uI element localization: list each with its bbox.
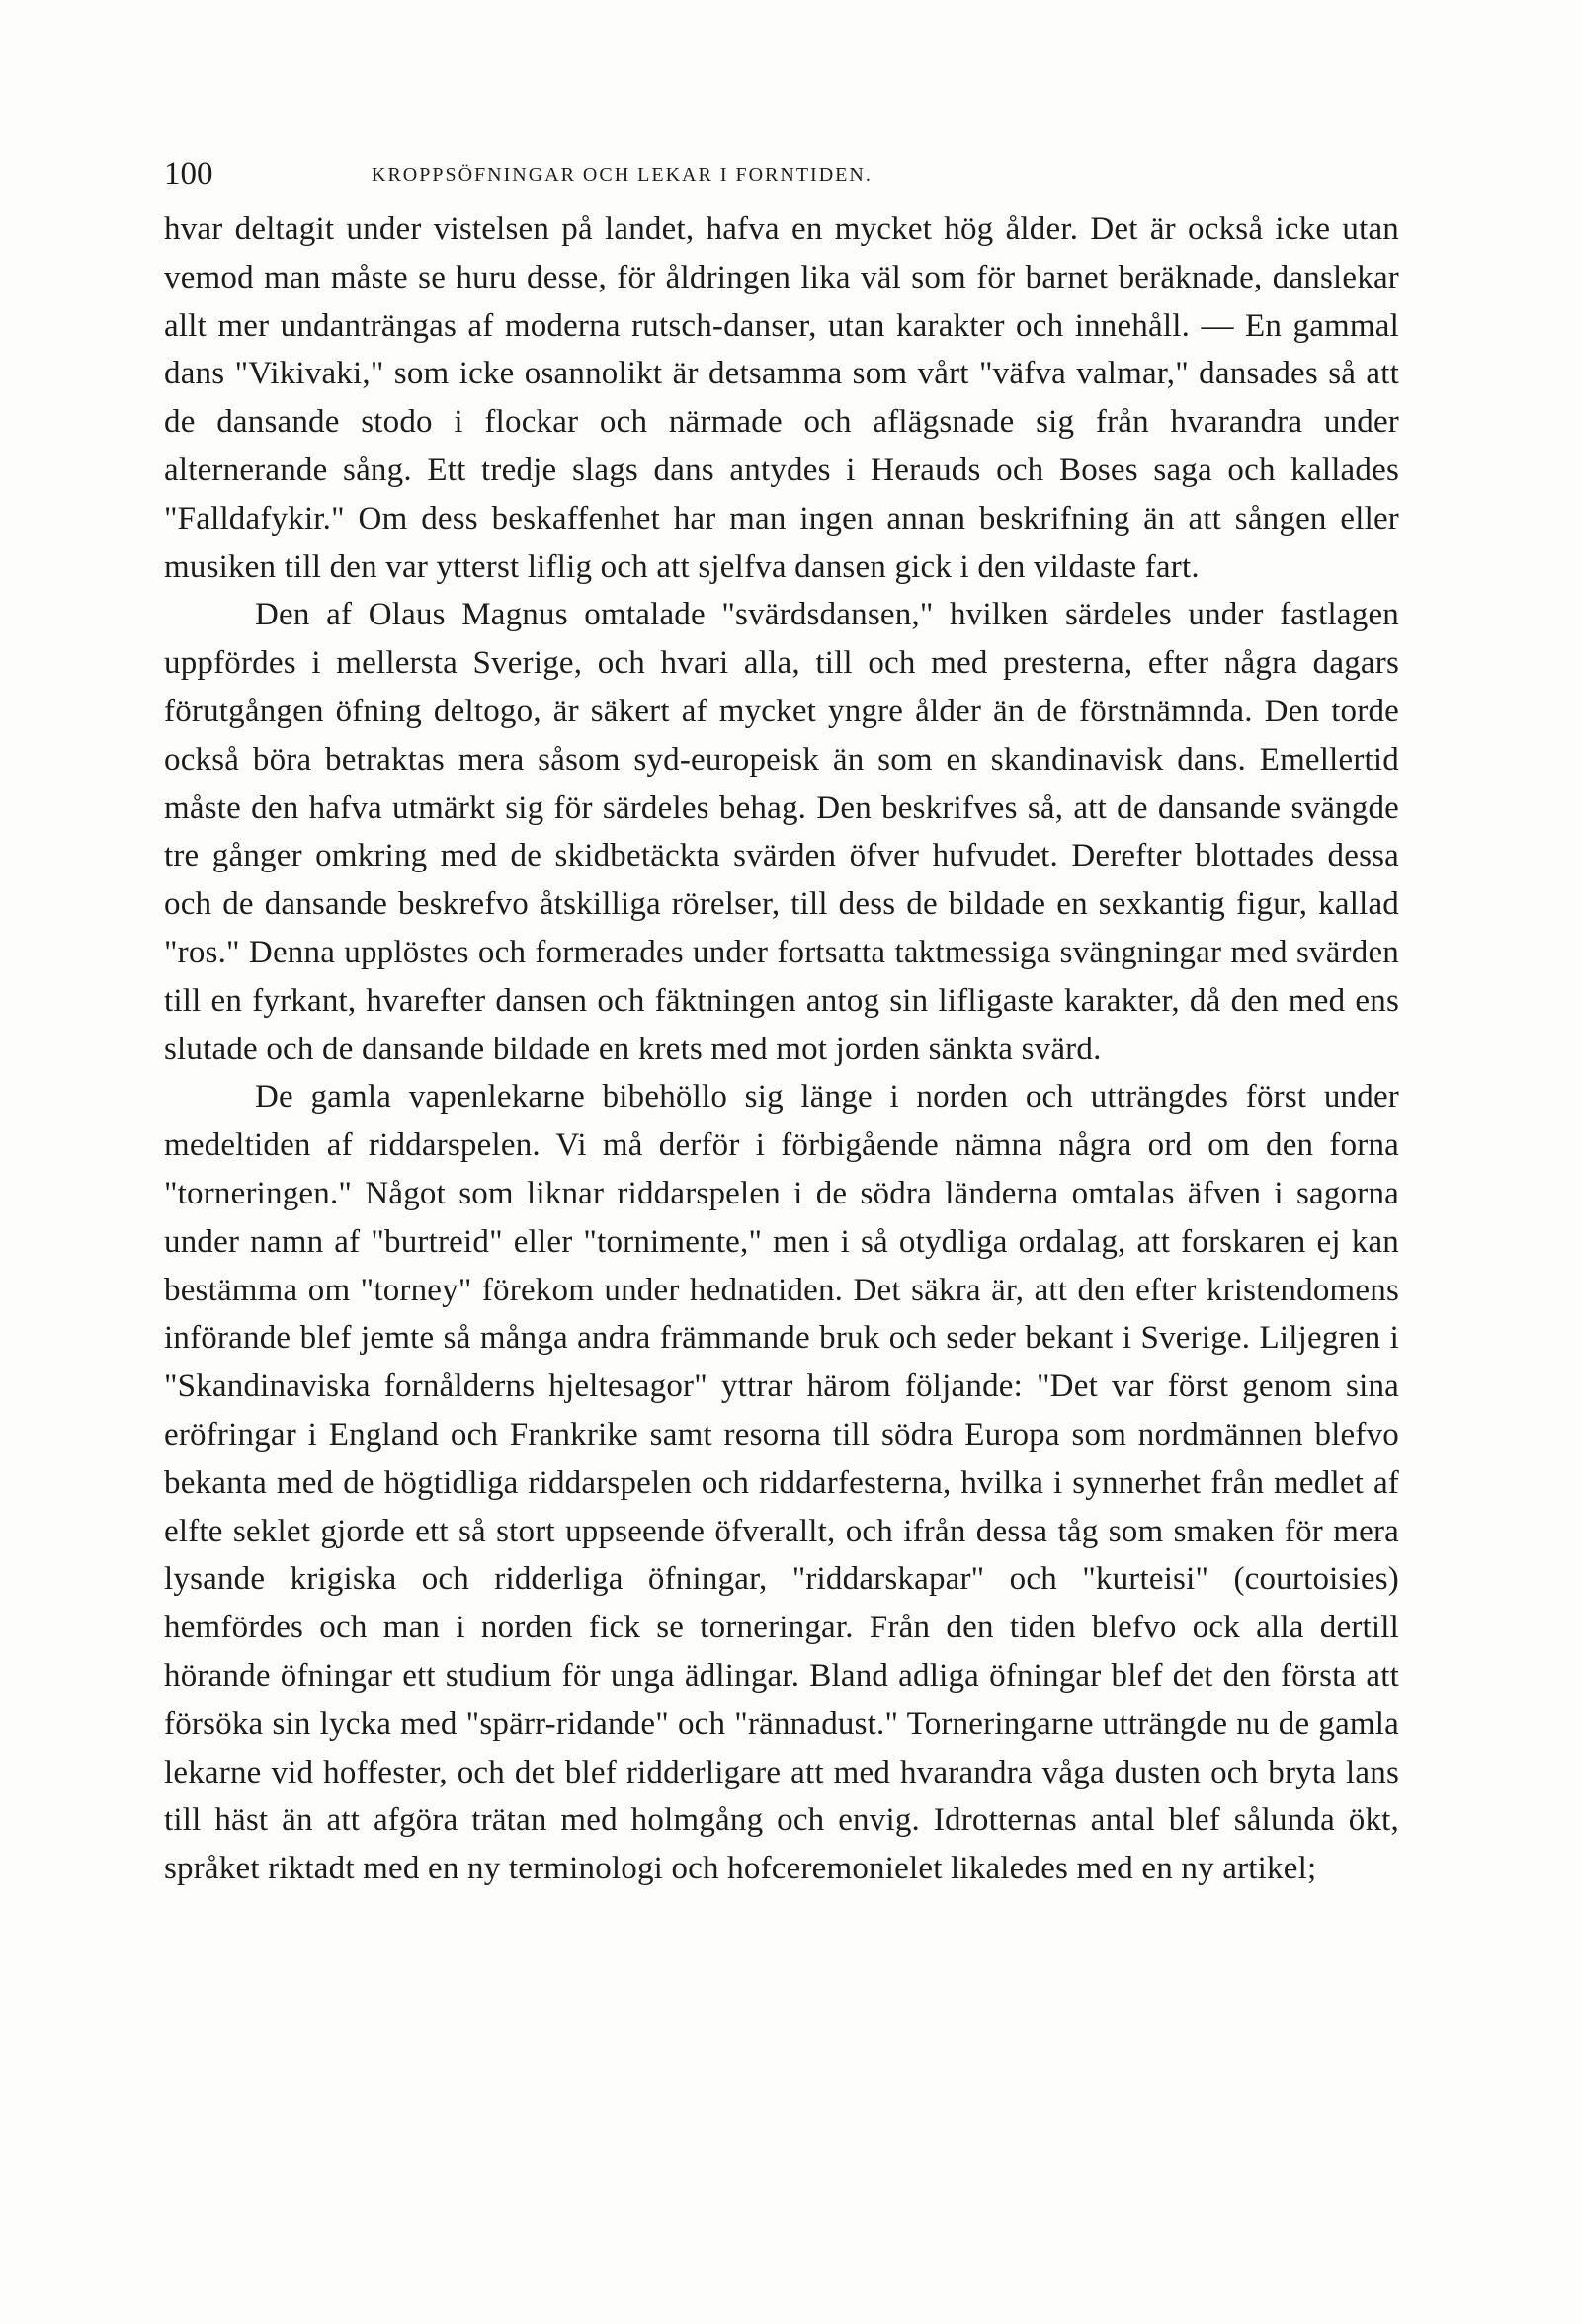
paragraph-1: hvar deltagit under vistelsen på landet, hafva en mycket hög ålder. Det är också icke utan vemod man måste se huru desse, för åldringen lika väl som för barnet beräknade, danslekar allt mer undanträngas af moderna rutsch-danser, utan karakter och innehåll. — En gammal dans "Vikivaki," som icke osannolikt är detsamma som vårt "väfva valmar," dansades så att de dansande stodo i flockar och närmade och aflägsnade sig från hvarandra under alternerande sång. Ett tredje slags dans antydes i Herauds och Boses saga och kallades "Falldafykir." Om dess beskaffenhet har man ingen annan beskrifning än att sången eller musiken till den var ytterst liflig och att sjelfva dansen gick i den vildaste fart. (164, 211, 1399, 585)
paragraph-3: De gamla vapenlekarne bibehöllo sig länge i norden och utträngdes först under medeltiden af riddarspelen. Vi må derför i förbigående nämna några ord om den forna "torneringen." Något som liknar riddarspelen i de södra länderna omtalas äfven i sagorna under namn af "burtreid" eller "tornimente," men i så otydliga ordalag, att forskaren ej kan bestämma om "torney" förekom under hednatiden. Det säkra är, att den efter kristendomens införande blef jemte så många andra främmande bruk och seder bekant i Sverige. Liljegren i "Skandinaviska fornålderns hjeltesagor" yttrar härom följande: "Det var först genom sina eröfringar i England och Frankrike samt resorna till södra Europa som nordmännen blefvo bekanta med de högtidliga riddarspelen och riddarfesterna, hvilka i synnerhet från medlet af elfte seklet gjorde ett så stort uppseende öfverallt, och ifrån dessa tåg som smaken för mera lysande krigiska och ridderliga öfningar, "riddarskapar" och "kurteisi" (courtoisies) hemfördes och man i norden fick se torneringar. Från den tiden blefvo ock alla dertill hörande öfningar ett studium för unga ädlingar. Bland adliga öfningar blef det den första att försöka sin lycka med "spärr-ridande" och "rännadust." Torneringarne utträngde nu de gamla lekarne vid hoffester, och det blef ridderligare att med hvarandra våga dusten och bryta lans till häst än att afgöra trätan med holmgång och envig. Idrotternas antal blef sålunda ökt, språket riktadt med en ny terminologi och hofceremonielet likaledes med en ny artikel; (164, 1079, 1399, 1887)
paragraph-2: Den af Olaus Magnus omtalade "svärdsdansen," hvilken särdeles under fastlagen uppfördes i mellersta Sverige, och hvari alla, till och med presterna, efter några dagars förutgången öfning deltogo, är säkert af mycket yngre ålder än de förstnämnda. Den torde också böra betraktas mera såsom syd-europeisk än som en skandinavisk dans. Emellertid måste den hafva utmärkt sig för särdeles behag. Den beskrifves så, att de dansande svängde tre gånger omkring med de skidbetäckta svärden öfver hufvudet. Derefter blottades dessa och de dansande beskrefvo åtskilliga rörelser, till dess de bildade en sexkantig figur, kallad "ros." Denna upplöstes och formerades under fortsatta taktmessiga svängningar med svärden till en fyrkant, hvarefter dansen och fäktningen antog sin lifligaste karakter, då den med ens slutade och de dansande bildade en krets med mot jorden sänkta svärd. (164, 597, 1399, 1067)
page-number: 100 (164, 156, 213, 192)
body-text (164, 206, 1399, 1893)
running-title: KROPPSÖFNINGAR OCH LEKAR I FORNTIDEN. (372, 164, 873, 186)
page-header (164, 154, 1399, 194)
